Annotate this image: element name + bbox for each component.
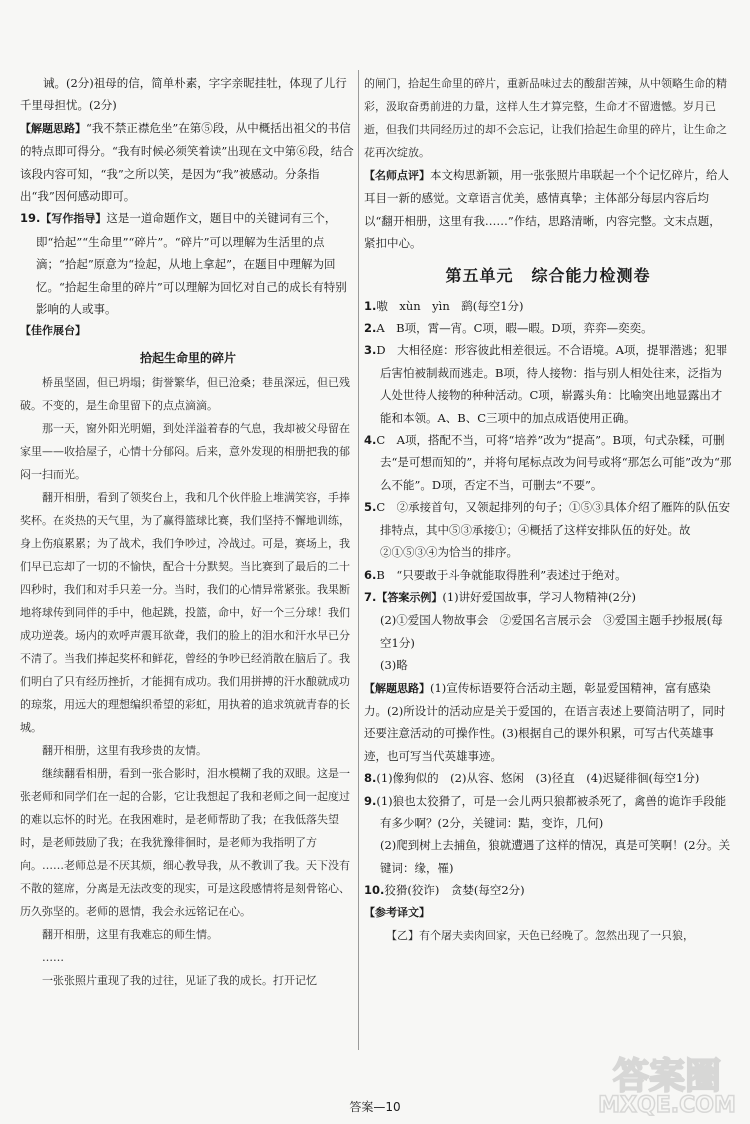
answer-example-text: (1)讲好爱国故事，学习人物精神(2分) [442, 589, 636, 604]
solution-hint-text: “我不禁正襟危坐”在第⑤段，从中概括出祖父的书信的特点即可得分。“我有时候必须笑着读”出现在文中第⑥段，结合该段内容可知，“我”之所以笑，是因为“我”被感动。分条指出“我”因何感动即可。 [20, 120, 354, 204]
watermark-main-text: 答案圈 [612, 1056, 722, 1097]
question-8 [364, 767, 732, 789]
left-column [20, 72, 356, 992]
answer-paragraph: 诫。(2分)祖母的信，简单朴素，字字亲昵挂牡，体现了儿行千里母担忧。(2分) [20, 76, 347, 113]
answer-text: C ②承接首句，又领起排列的句子；①⑤③具体介绍了雁阵的队伍安排特点，其中⑤③承接①；④概括了这样安排队伍的好处。故②①⑤③④为恰当的排序。 [376, 500, 731, 560]
essay-ellipsis: …… [42, 951, 64, 965]
site-watermark-logo [592, 1054, 742, 1116]
answer-example-tag: 【答案示例】 [376, 590, 443, 604]
answer-text: 嗷 xùn yìn 鹞(每空1分) [376, 298, 524, 313]
question-number: 3. [364, 343, 377, 358]
question-number: 5. [364, 500, 377, 515]
writing-guide-text: 这是一道命题作文，题目中的关键词有三个，即“拾起”“生命里”“碎片”。“碎片”可以理解为生活里的点滴；“拾起”原意为“捡起，从地上拿起”，在题目中理解为回忆。“拾起生命里的碎片”可以理解为回忆对自己的成长有特别影响的人或事。 [36, 211, 347, 317]
question-19 [20, 207, 356, 320]
column-divider [358, 70, 359, 1050]
essay-paragraph: 继续翻看相册，看到一张合影时，泪水模糊了我的双眼。这是一张老师和同学们在一起的合影，它让我想起了我和老师之间一起度过的难以忘怀的时光。在我困难时，是老师帮助了我；在我低落失望时，是老师鼓励了我；在我犹豫徘徊时，是老师为我指明了方向。……老师总是不厌其烦，细心教导我，从不教训了我。天下没有不散的筵席，分离是无法改变的现实，可是这段感情将是刻骨铭心、历久弥坚的。老师的恩情，我会永远铭记在心。 [20, 767, 350, 919]
answer-text: 狡猾(狡诈) 贪婪(每空2分) [384, 883, 525, 898]
answer-text: (1)像狗似的 (2)从容、悠闲 (3)径直 (4)迟疑徘徊(每空1分) [376, 771, 700, 786]
question-7-part-2: (2)①爱国人物故事会 ②爱国名言展示会 ③爱国主题手抄报展(每空1分) [380, 613, 723, 650]
watermark-sub-text: MXQE.COM [598, 1093, 736, 1116]
solution-hint-tag: 【解题思路】 [364, 681, 430, 695]
solution-hint [364, 677, 732, 768]
question-number: 7. [364, 589, 377, 604]
teacher-comment [364, 164, 732, 255]
answer-text: C A项，搭配不当，可将“培养”改为“提高”。B项，句式杂糅，可删去“是可想而知的”，并将句尾标点改为问号或将“那怎么可能”改为“那么不能”。D项，否定不当，可删去“不要”。 [376, 433, 732, 492]
answer-text: A B项，霄—宵。C项，暇—暇。D项，弈弈—奕奕。 [376, 321, 653, 336]
question-7-part-3: (3)略 [380, 658, 408, 673]
essay-showcase-tag: 【佳作展台】 [20, 324, 86, 338]
essay-body [20, 371, 356, 992]
question-number: 6. [364, 567, 377, 582]
question-number: 19. [20, 211, 41, 226]
reference-translation-tag: 【参考译文】 [364, 905, 430, 919]
question-number: 9. [364, 793, 377, 808]
essay-continuation: 的闸门，拾起生命里的碎片，重新品味过去的酸甜苦辣，从中领略生命的精彩，汲取奋勇前进的力量，这样人生才算完整，生命才不留遗憾。岁月已逝，但我们共同经历过的却不会忘记，让我们拾起生命里的碎片，让生命之花再次绽放。 [364, 77, 727, 159]
essay-paragraph: 那一天，窗外阳光明媚，到处洋溢着春的气息，我却被父母留在家里——收拾屋子，心情十分郁闷。后来，意外发现的相册把我的郁闷一扫而光。 [20, 422, 350, 482]
essay-paragraph: 翻开相册，这里有我珍贵的友情。 [42, 744, 207, 758]
answer-item [364, 564, 732, 586]
question-9 [364, 790, 732, 835]
essay-title: 拾起生命里的碎片 [139, 350, 236, 365]
solution-hint [20, 117, 356, 208]
essay-paragraph: 桥虽坚固，但已坍塌；街誉繁华，但已沧桑；巷虽深远，但已残破。不变的，是生命里留下的点点滴滴。 [20, 376, 350, 413]
answer-item [364, 496, 732, 563]
teacher-comment-tag: 【名师点评】 [364, 169, 430, 182]
question-10 [364, 879, 732, 901]
teacher-comment-text: 本文构思新颖，用一张张照片串联起一个个记忆碎片，给人耳目一新的感觉。文章语言优美，感情真挚；主体部分每层内容后均以“翻开相册，这里有我……”作结，思路清晰，内容完整。文末点题，紧扣中心。 [364, 168, 729, 251]
question-7 [364, 586, 732, 609]
unit-title [364, 259, 732, 293]
writing-guide-tag: 【写作指导】 [40, 212, 107, 226]
solution-hint-tag: 【解题思路】 [20, 121, 86, 135]
answer-text: D 大相径庭：形容彼此相差很远。不合语境。A项，提罪潜逃；犯罪后害怕被制裁而逃走。B项，待人接物：指与别人相处往来，泛指为人处世待人接物的种种活动。C项，崭露头角：比喻突出地显露出才能和本领。A、B、C三项中的加点成语使用正确。 [376, 343, 728, 425]
question-9-part-2: (2)爬到树上去捕鱼，狼就遭遇了这样的情况，真是可笑啊！(2分。关键词：缘，罹) [380, 838, 731, 875]
essay-paragraph: 翻开相册，这里有我难忘的师生情。 [42, 928, 218, 942]
question-number: 4. [364, 433, 377, 448]
unit-title-name: 综合能力检测卷 [531, 265, 651, 285]
reference-translation-text: 【乙】有个屠夫卖肉回家，天色已经晚了。忽然出现了一只狼， [386, 929, 694, 942]
essay-paragraph: 翻开相册，看到了领奖台上，我和几个伙伴脸上堆满笑容，手捧奖杯。在炎热的天气里，为了赢得篮球比赛，我们坚持不懈地训练，身上伤痕累累；为了战术，我们争吵过，冷战过。可是，赛场上，我们早已忘却了一切的不愉快，配合十分默契。当比赛到了最后的二十四秒时，我们和对手只差一分。当时，我们的心情异常紧张。我果断地将球传到同伴的手中，他起跳，投篮，命中，好一个三分球！我们成功逆袭。场内的欢呼声震耳欲聋，我们的脸上的泪水和汗水早已分不清了。当我们捧起奖杯和鲜花，曾经的争吵已经消散在脑后了。我们明白了只有经历挫折，才能拥有成功。我们用拼搏的汗水酿就成功的琼浆，用远大的理想编织希望的彩虹，用执着的追求筑就青春的长城。 [20, 491, 350, 735]
answer-item [364, 317, 732, 339]
question-number: 10. [364, 883, 385, 898]
unit-title-number: 第五单元 [445, 265, 514, 285]
right-column [364, 72, 732, 947]
answer-item [364, 339, 732, 429]
page-number: 答案—10 [349, 1100, 401, 1114]
question-number: 8. [364, 771, 377, 786]
question-number: 1. [364, 298, 377, 313]
question-number: 2. [364, 321, 377, 336]
solution-hint-text: (1)宣传标语要符合活动主题，彰显爱国精神，富有感染力。(2)所设计的活动应是关于爱国的，在语言表述上要简洁明了，同时还要注意活动的可操作性。(3)根据自己的课外积累，可写古代英雄事迹，也可写当代英雄事迹。 [364, 680, 726, 763]
answer-text: B “只要敢于斗争就能取得胜利”表述过于绝对。 [376, 567, 627, 582]
answer-item [364, 295, 732, 317]
essay-paragraph: 一张张照片重现了我的过往，见证了我的成长。打开记忆 [42, 974, 317, 988]
answers-list [364, 295, 732, 586]
answer-item [364, 429, 732, 496]
answer-text: (1)狼也太狡猾了，可是一会儿两只狼都被杀死了，禽兽的诡诈手段能有多少啊？(2分，关键词：黠，变诈，几何) [376, 793, 727, 830]
